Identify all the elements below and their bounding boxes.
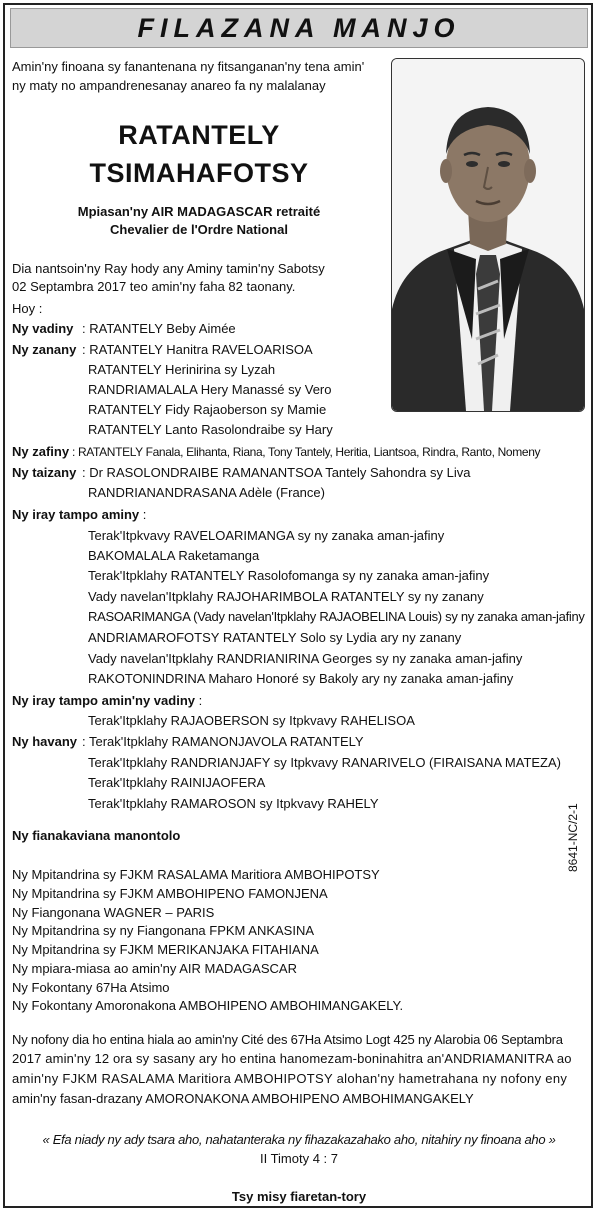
taizany-item: RANDRIANANDRASANA Adèle (France) xyxy=(88,485,325,500)
iray-tampo-colon: : xyxy=(139,507,147,522)
bible-quote-ref: II Timoty 4 : 7 xyxy=(259,1151,339,1166)
zafiny-label: Ny zafiny xyxy=(12,444,70,459)
vadiny-label: Ny vadiny xyxy=(12,321,74,336)
iray-tampo-vadiny-label: Ny iray tampo amin'ny vadiny xyxy=(12,693,195,708)
iray-tampo-label: Ny iray tampo aminy xyxy=(12,507,140,522)
fianakaviana-item: Ny Fiangonana WAGNER – PARIS xyxy=(12,905,215,920)
iray-tampo-item: Terak'Itpklahy RATANTELY Rasolofomanga sy ny zanaka aman-jafiny xyxy=(88,568,490,583)
fianakaviana-item: Ny Mpitandrina sy ny Fiangonana FPKM ANKASINA xyxy=(12,923,315,938)
taizany-value-first: : Dr RASOLONDRAIBE RAMANANTSOA Tantely Sahondra sy Liva xyxy=(82,465,471,480)
iray-tampo-item: Terak'Itpkvavy RAVELOARIMANGA sy ny zanaka aman-jafiny xyxy=(88,528,445,543)
fianakaviana-heading: Ny fianakaviana manontolo xyxy=(12,828,181,843)
fianakaviana-item: Ny Fokontany 67Ha Atsimo xyxy=(12,980,170,995)
fianakaviana-item: Ny Mpitandrina sy FJKM AMBOHIPENO FAMONJENA xyxy=(12,886,328,901)
portrait-icon xyxy=(392,59,584,411)
zanany-item: RANDRIAMALALA Hery Manassé sy Vero xyxy=(88,382,332,397)
iray-tampo-vadiny-heading xyxy=(12,692,202,710)
fianakaviana-item: Ny Fokontany Amoronakona AMBOHIPENO AMBOHIMANGAKELY. xyxy=(12,998,404,1013)
intro-line-1: Amin'ny finoana sy fanantenana ny fitsanganan'ny tena amin' xyxy=(12,59,365,74)
funeral-line: amin'ny FJKM RASALAMA Maritiora AMBOHIPOTSY alohan'ny hametrahana ny nofony eny xyxy=(12,1071,568,1086)
side-code: 8641-NC/2-1 xyxy=(566,803,580,872)
fianakaviana-item: Ny mpiara-miasa ao amin'ny AIR MADAGASCAR xyxy=(12,961,297,976)
portrait-photo xyxy=(391,58,585,412)
havany-label: Ny havany xyxy=(12,734,78,749)
zanany-item: RATANTELY Lanto Rasolondraibe sy Hary xyxy=(88,422,333,437)
intro-line-2: ny maty no ampandrenesanay anareo fa ny malalanay xyxy=(12,78,326,93)
zanany-item: RATANTELY Herinirina sy Lyzah xyxy=(88,362,276,377)
iray-tampo-item: RAKOTONINDRINA Maharo Honoré sy Bakoly ary ny zanaka aman-jafiny xyxy=(88,671,514,686)
iray-tampo-heading xyxy=(12,506,146,524)
havany-item: Terak'Itpklahy RAINIJAOFERA xyxy=(88,775,266,790)
iray-tampo-vadiny-item: Terak'Itpklahy RAJAOBERSON sy Itpkvavy RAHELISOA xyxy=(88,713,415,728)
iray-tampo-item: BAKOMALALA Raketamanga xyxy=(88,548,260,563)
death-line-1: Dia nantsoin'ny Ray hody any Aminy tamin'ny Sabotsy xyxy=(12,261,325,276)
deceased-title-line-1: Mpiasan'ny AIR MADAGASCAR retraité xyxy=(77,204,321,219)
zanany-label: Ny zanany xyxy=(12,342,77,357)
deceased-name-line-1: RATANTELY xyxy=(118,120,280,150)
bible-quote: « Efa niady ny ady tsara aho, nahatanteraka ny fihazakazahako aho, nitahiry ny finoana aho » xyxy=(42,1132,556,1147)
hoy-label: Hoy : xyxy=(12,301,43,316)
vadiny-value: : RATANTELY Beby Aimée xyxy=(82,321,236,336)
death-line-2: 02 Septambra 2017 teo amin'ny faha 82 taonany. xyxy=(12,279,296,294)
havany-item: Terak'Itpklahy RAMAROSON sy Itpkvavy RAHELY xyxy=(88,796,379,811)
havany-item: Terak'Itpklahy RANDRIANJAFY sy Itpkvavy RANARIVELO (FIRAISANA MATEZA) xyxy=(88,755,561,770)
funeral-line: 2017 amin'ny 12 ora sy sasany ary ho entina hanomezam-boninahitra an'ANDRIAMANITRA ao xyxy=(12,1051,572,1066)
footer-text: Tsy misy fiaretan-tory xyxy=(231,1189,367,1204)
deceased-title-line-2: Chevalier de l'Ordre National xyxy=(110,222,288,237)
iray-tampo-item: RASOARIMANGA (Vady navelan'Itpklahy RAJAOBELINA Louis) sy ny zanaka aman-jafiny xyxy=(88,609,585,624)
zanany-value-first: : RATANTELY Hanitra RAVELOARISOA xyxy=(82,342,313,357)
zafiny-value: : RATANTELY Fanala, Elihanta, Riana, Tony Tantely, Heritia, Liantsoa, Rindra, Ranto, Nomeny xyxy=(72,445,541,459)
iray-tampo-item: Vady navelan'Itpklahy RANDRIANIRINA Georges sy ny zanaka aman-jafiny xyxy=(88,651,523,666)
iray-tampo-item: ANDRIAMAROFOTSY RATANTELY Solo sy Lydia ary ny zanany xyxy=(88,630,462,645)
iray-tampo-vadiny-colon: : xyxy=(194,693,203,708)
iray-tampo-item: Vady navelan'Itpklahy RAJOHARIMBOLA RATANTELY sy ny zanany xyxy=(88,589,484,604)
zanany-item: RATANTELY Fidy Rajaoberson sy Mamie xyxy=(88,402,327,417)
deceased-name-line-2: TSIMAHAFOTSY xyxy=(89,158,309,188)
taizany-label: Ny taizany xyxy=(12,465,77,480)
fianakaviana-item: Ny Mpitandrina sy FJKM MERIKANJAKA FITAHIANA xyxy=(12,942,319,957)
funeral-line: Ny nofony dia ho entina hiala ao amin'ny Cité des 67Ha Atsimo Logt 425 ny Alarobia 06 Septambra xyxy=(12,1032,563,1047)
havany-value-first: : Terak'Itpklahy RAMANONJAVOLA RATANTELY xyxy=(82,734,364,749)
funeral-line: amin'ny fasan-drazany AMORONAKONA AMBOHIPENO AMBOHIMANGAKELY xyxy=(12,1091,474,1106)
fianakaviana-item: Ny Mpitandrina sy FJKM RASALAMA Maritiora AMBOHIPOTSY xyxy=(12,867,380,882)
notice-header: FILAZANA MANJO xyxy=(10,8,588,48)
